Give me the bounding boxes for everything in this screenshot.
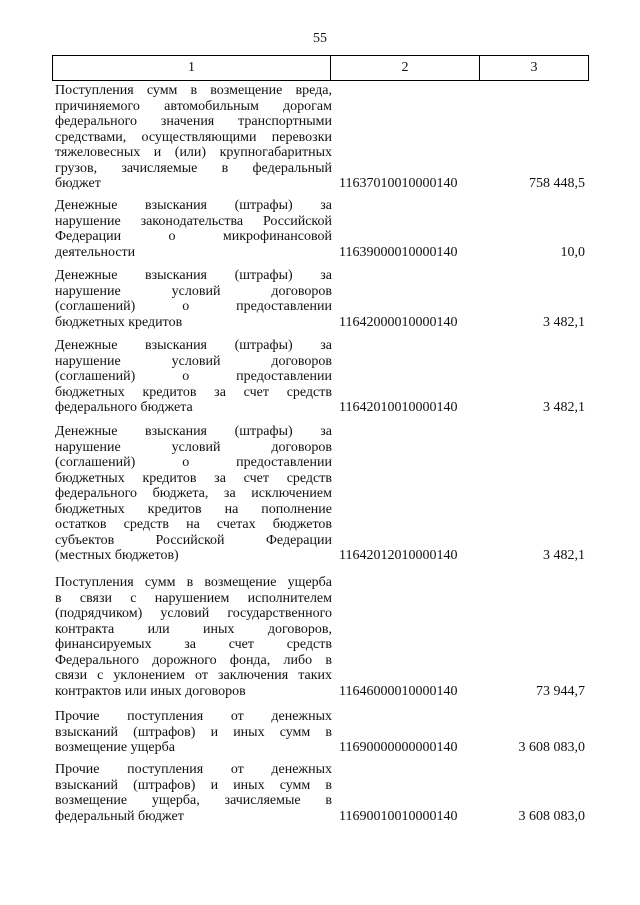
description-line: причиняемого автомобильным дорогам [55,98,332,114]
row-code: 11646000010000140 [339,683,458,699]
row-description [55,762,332,824]
table-header [52,55,589,81]
description-line: контракта или иных договоров, [55,621,332,637]
row-code: 11690010010000140 [339,808,458,824]
row-code: 11642012010000140 [339,548,458,563]
description-line: бюджетных кредитов [55,314,183,330]
description-line: в связи с нарушением исполнителем [55,590,332,606]
description-line: Прочие поступления от денежных [55,762,332,777]
description-line: Федерального дорожного фонда, либо в [55,652,332,668]
description-line: Прочие поступления от денежных [55,709,332,724]
row-value: 3 482,1 [543,314,585,330]
page-number: 55 [313,31,327,46]
description-line: взысканий (штрафов) и иных сумм в [55,724,332,740]
description-line: бюджет [55,176,101,191]
description-line: федерального бюджета [55,400,193,415]
description-line: (подрядчиком) условий государственного [55,606,332,621]
description-line: бюджетных кредитов на пополнение [55,501,332,517]
description-line: нарушение законодательства Российской [55,213,332,229]
column-header-1: 1 [53,56,331,80]
description-line: федеральный бюджет [55,808,184,824]
row-value: 3 608 083,0 [518,808,585,824]
description-line: финансируемых за счет средств [55,637,332,652]
description-line: контрактов или иных договоров [55,683,246,699]
description-line: субъектов Российской Федерации [55,532,332,548]
description-line: деятельности [55,244,136,260]
column-header-3: 3 [530,60,538,75]
description-line: Федерации о микрофинансовой [55,229,332,244]
description-line: взысканий (штрафов) и иных сумм в [55,777,332,793]
row-description [55,709,332,756]
description-line: Денежные взыскания (штрафы) за [55,198,332,213]
row-description [55,198,332,260]
row-code: 11642010010000140 [339,400,458,415]
description-line: Поступления сумм в возмещение вреда, [55,83,332,98]
description-line: Поступления сумм в возмещение ущерба [55,575,332,590]
description-line: бюджетных кредитов за счет средств [55,384,332,400]
description-line: федерального бюджета, за исключением [55,486,332,501]
description-line: нарушение условий договоров [55,283,332,299]
row-value: 10,0 [560,244,585,260]
description-line: тяжеловесных и (или) крупногабаритных [55,145,332,160]
description-line: бюджетных кредитов за счет средств [55,470,332,486]
row-description [55,424,332,564]
description-line: федерального значения транспортными [55,114,332,129]
row-value: 3 482,1 [543,400,585,415]
row-code: 11642000010000140 [339,314,458,330]
row-code: 11639000010000140 [339,244,458,260]
description-line: нарушение условий договоров [55,439,332,455]
row-description [55,338,332,416]
description-line: (соглашений) о предоставлении [55,455,332,470]
row-value: 758 448,5 [529,176,585,191]
description-line: возмещение ущерба [55,740,175,755]
description-line: (соглашений) о предоставлении [55,369,332,384]
description-line: нарушение условий договоров [55,353,332,369]
description-line: возмещение ущерба, зачисляемые в [55,793,332,808]
description-line: средствами, осуществляющими перевозки [55,129,332,145]
description-line: грузов, зачисляемые в федеральный [55,160,332,176]
description-line: связи с уклонением от заключения таких [55,668,332,683]
row-value: 3 608 083,0 [518,740,585,755]
row-description [55,268,332,330]
description-line: Денежные взыскания (штрафы) за [55,338,332,353]
description-line: (местных бюджетов) [55,548,179,563]
description-line: Денежные взыскания (штрафы) за [55,424,332,439]
column-header-2: 2 [331,56,480,80]
row-code: 11637010010000140 [339,176,458,191]
row-value: 73 944,7 [536,683,585,699]
row-description [55,83,332,192]
row-description [55,575,332,699]
description-line: остатков средств на счетах бюджетов [55,517,332,532]
description-line: Денежные взыскания (штрафы) за [55,268,332,283]
row-value: 3 482,1 [543,548,585,563]
description-line: (соглашений) о предоставлении [55,299,332,314]
row-code: 11690000000000140 [339,740,458,755]
